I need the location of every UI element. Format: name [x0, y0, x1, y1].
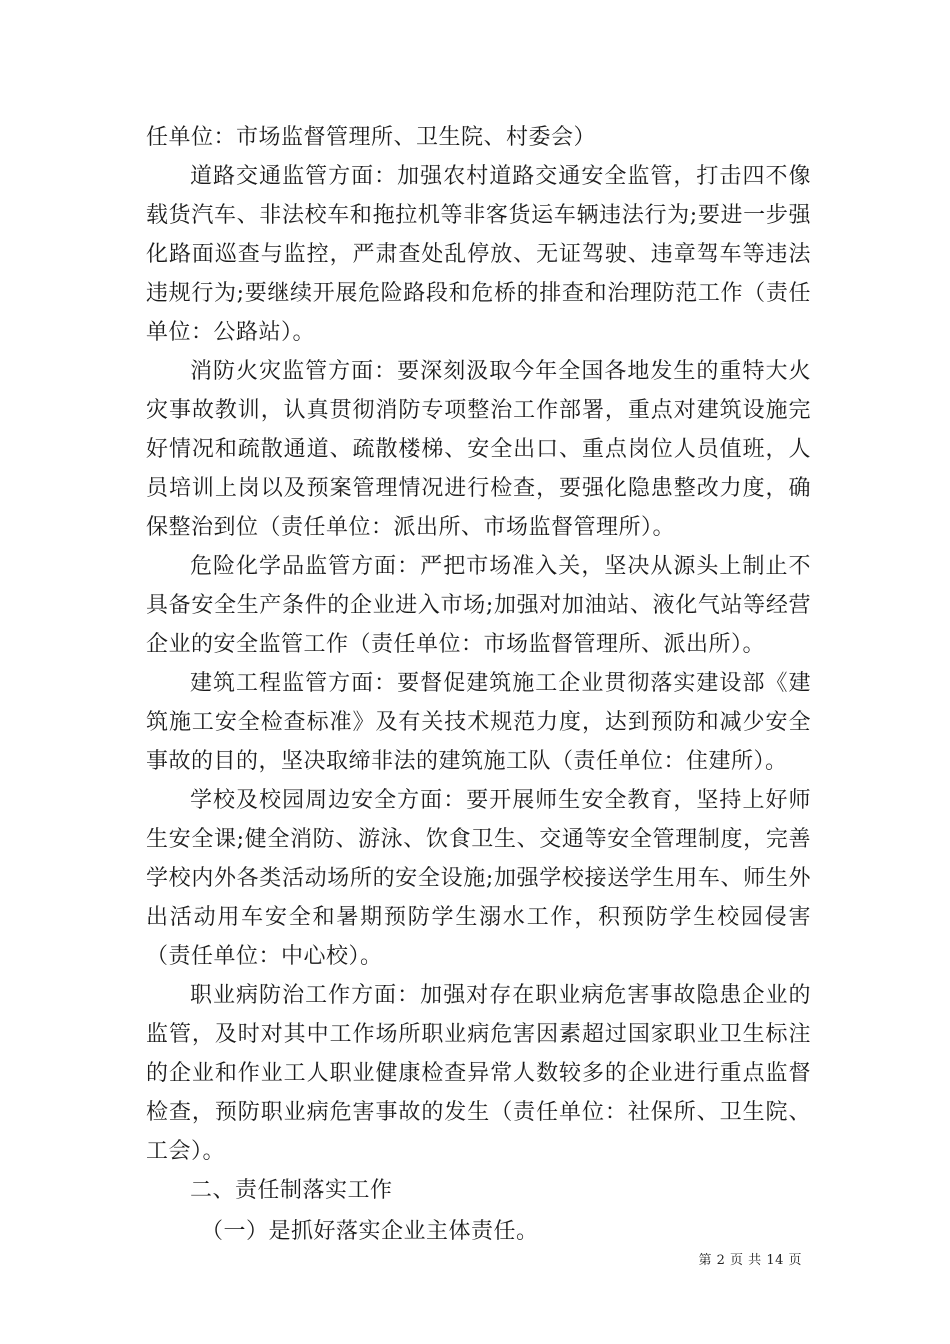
paragraph-construction: 建筑工程监管方面：要督促建筑施工企业贯彻落实建设部《建筑施工安全检查标准》及有关技术规范力度，达到预防和减少安全事故的目的，坚决取缔非法的建筑施工队（责任单位：住建所）。	[146, 671, 811, 774]
paragraph-school-safety: 学校及校园周边安全方面：要开展师生安全教育，坚持上好师生安全课;健全消防、游泳、饮食卫生、交通等安全管理制度，完善学校内外各类活动场所的安全设施;加强学校接送学生用车、师生外出活动用车安全和暑期预防学生溺水工作，积预防学生校园侵害（责任单位：中心校）。	[146, 788, 811, 969]
document-body	[146, 118, 811, 1251]
section-heading: 二、责任制落实工作	[190, 1178, 393, 1203]
paragraph-hazardous-chemicals: 危险化学品监管方面：严把市场准入关，坚决从源头上制止不具备安全生产条件的企业进入市场;加强对加油站、液化气站等经营企业的安全监管工作（责任单位：市场监督管理所、派出所）。	[146, 554, 811, 657]
paragraph-road-traffic: 道路交通监管方面：加强农村道路交通安全监管，打击四不像载货汽车、非法校车和拖拉机等非客货运车辆违法行为;要进一步强化路面巡查与监控，严肃查处乱停放、无证驾驶、违章驾车等违法违规行为;要继续开展危险路段和危桥的排查和治理防范工作（责任单位：公路站）。	[146, 164, 811, 345]
paragraph-occupational-disease: 职业病防治工作方面：加强对存在职业病危害事故隐患企业的监管，及时对其中工作场所职业病危害因素超过国家职业卫生标注的企业和作业工人职业健康检查异常人数较多的企业进行重点监督检查，预防职业病危害事故的发生（责任单位：社保所、卫生院、工会）。	[146, 983, 811, 1164]
subsection-heading: （一）是抓好落实企业主体责任。	[201, 1219, 539, 1244]
page-number: 第 2 页 共 14 页	[698, 1253, 802, 1268]
paragraph-continuation: 任单位：市场监督管理所、卫生院、村委会）	[146, 125, 597, 150]
paragraph-fire-safety: 消防火灾监管方面：要深刻汲取今年全国各地发生的重特大火灾事故教训，认真贯彻消防专项整治工作部署，重点对建筑设施完好情况和疏散通道、疏散楼梯、安全出口、重点岗位人员值班，人员培训上岗以及预案管理情况进行检查，要强化隐患整改力度，确保整治到位（责任单位：派出所、市场监督管理所）。	[146, 359, 811, 540]
